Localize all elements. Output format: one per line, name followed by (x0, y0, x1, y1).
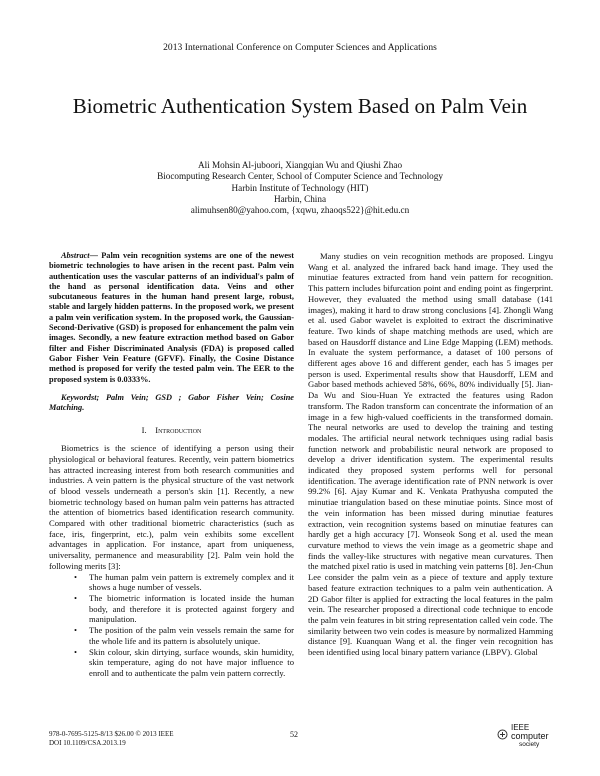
society-mark-icon (497, 729, 508, 740)
page-number: 52 (290, 730, 298, 739)
left-column (49, 251, 294, 679)
list-item: • The biometric information is located inside the human body, and therefore it is protected against forgery and manipulation. (89, 593, 294, 625)
related-work-paragraph: Many studies on vein recognition methods are proposed. Lingyu Wang et al. analyzed the infrared back hand image. They used the minutiae features extracted from hand vein pattern for recognition. This pattern includes bifurcation point and ending point as fingerprint. However, they evaluated the method using small database (141 images), making it hard to draw strong conclusions [4]. Zhongli Wang et al. used Gabor wavelet is exploited to extract the discriminative feature. Two kinds of shape matching methods are used, which are based on Hausdorff distance and Line Edge Mapping (LEM) methods. In evaluate the system performance, a dataset of 100 persons of different ages above 16 and different gender, each has 5 images per person is used. Experimental results show that Hausdorff, LEM and Gabor based methods achieved 58%, 66%, 80% individually [5]. Jian-Da Wu and Siou-Huan Ye extracted the features using Radon transform. The Radon transform can concentrate the information of an image in a few high-valued coefficients in the transformed domain. The neural networks are used to develop the training and testing modales. The artificial neural network techniques using radial basis function network and probabilistic neural network are proposed to develop a driver identification system. The experimental results indicated they proposed system performs well for personal identification. The average identification rate of PNN network is over 99.2% [6]. Ajay Kumar and K. Venkata Prathyusha computed the minutiae triangulation based on these minutiae points. Since most of the vein information has been missed during minutiae features extraction, vein recognition systems based on minutiae features can hardly get a high accuracy [7]. Wonseok Song et al. used the mean curvature method to views the vein image as a geometric shape and finds the valley-like structures with negative mean curvatures. Then the matched pixel ratio is used in matching vein patterns [8]. Jen-Chun Lee consider the palm vein as a piece of texture and apply texture based feature extraction techniques to a palm vein authentication. A 2D Gabor filter is applied for extracting the local features in the palm vein. The researcher proposed a directional code technique to encode the palm vein features in bit string representation called vein code. The similarity between two vein codes is measure by normalized Hamming distance [9]. Kuanquan Wang et al. the finger vein recognition has been identified using local binary pattern variance (LBPV). Global (308, 251, 553, 658)
doi-line: DOI 10.1109/CSA.2013.19 (49, 738, 126, 747)
abstract (49, 251, 294, 385)
logo-text: IEEE (511, 723, 530, 732)
logo-text: society (519, 741, 540, 748)
keywords: Keywordst; Palm Vein; GSD ; Gabor Fisher Vein; Cosine Matching. (49, 392, 294, 413)
author-names: Ali Mohsin Al-juboori, Xiangqian Wu and Qiushi Zhao (197, 160, 403, 170)
section-title: Introduction (155, 425, 202, 436)
list-item: • Skin colour, skin dirtying, surface wounds, skin humidity, skin temperature, aging do not have major influence to enroll and to authenticate the palm vein pattern correctly. (89, 647, 294, 679)
right-column (308, 251, 553, 658)
abstract-label: Abstract (61, 251, 90, 260)
affiliation-line: Harbin, China (273, 193, 327, 204)
affiliation-line: Harbin Institute of Technology (HIT) (231, 182, 369, 193)
list-item: • The human palm vein pattern is extremely complex and it shows a huge number of vessels. (89, 572, 294, 593)
isbn-line: 978-0-7695-5125-8/13 $26.00 © 2013 IEEE (49, 730, 174, 738)
abstract-text: — Palm vein recognition systems are one of the newest biometric technologies to have arisen in the recent past. Palm vein authentication uses the vascular patterns of an individual's palm of the hand as personal identification data. Veins and other subcutaneous features in the human hand present large, robust, stable and largely hidden patterns. In the proposed work, we present a palm vein verification system. In the proposed work, the Gaussian-Second-Derivative (GSD) is proposed for enhancement the palm vein images. Secondly, a new feature extraction method based on Gabor filter and Fisher Discriminated Analysis (FDA) is proposed called Gabor Fisher Vein Feature (GFVF). Finally, the Cosine Distance method is proposed for verify the tested palm vein. The EER to the proposed system is 0.0333%. (49, 251, 294, 384)
affiliation-line: Biocomputing Research Center, School of Computer Science and Technology (157, 171, 443, 182)
list-item: • The position of the palm vein vessels remain the same for the whole life and its pattern is absolutely unique. (89, 625, 294, 646)
author-block (0, 160, 600, 216)
merits-list (49, 572, 294, 679)
logo-text: computer (511, 731, 549, 741)
author-emails: alimuhsen80@yahoo.com, {xqwu, zhaoqs522}@hit.edu.cn (190, 205, 410, 216)
footer-info (49, 730, 174, 747)
intro-paragraph: Biometrics is the science of identifying a person using their physiological or behavioral features. Recently, vein pattern biometrics has attracted increasing interest from both research communities and industries. A vein pattern is the physical structure of the vast network of blood vessels underneath a person's skin [1]. Recently, a new biometric technology based on human palm vein patterns has attracted the attention of biometrics based identification research community. Compared with other traditional biometric characteristics (such as face, iris, fingerprint, etc.), palm vein exhibits some excellent advantages in application. For instance, apart from uniqueness, universality, permanence and measurability [2]. Palm vein hold the following merits [3]: (49, 443, 294, 571)
ieee-computer-society-logo (497, 723, 557, 751)
paper-title: Biometric Authentication System Based on Palm Vein (72, 94, 528, 118)
section-number: I. (141, 425, 147, 436)
section-heading (49, 425, 294, 436)
conference-header: 2013 International Conference on Computer Sciences and Applications (163, 43, 437, 53)
